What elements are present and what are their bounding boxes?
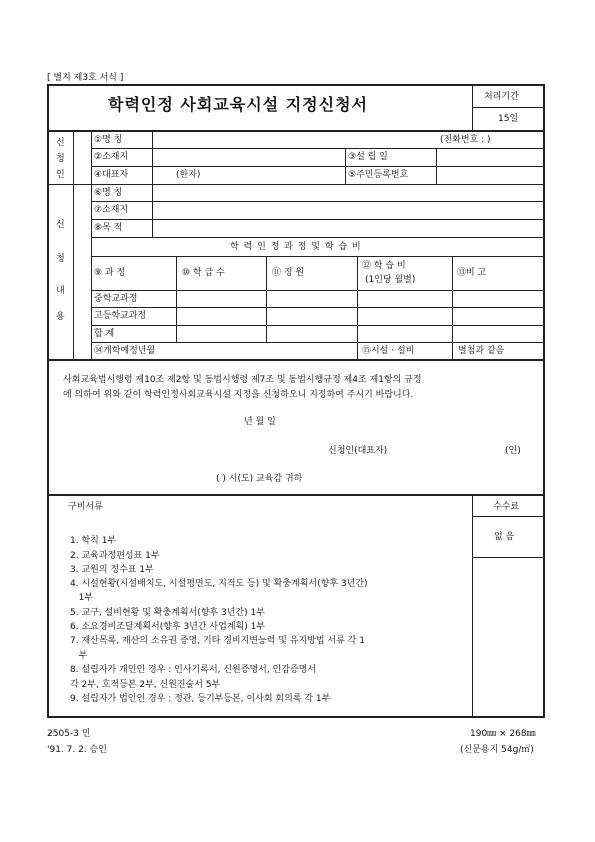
- document-item: 6. 소요경비조달계획서(향후 3년간 사업계획) 1부: [70, 622, 265, 632]
- col-fee-header: ⑫ 학 습 비: [362, 261, 406, 271]
- row-high-school: 고등학교과정: [94, 311, 147, 321]
- required-documents-label: 구비서류: [68, 502, 103, 512]
- applicant-section-char-1: 신: [56, 138, 65, 148]
- document-item: 각 2부, 호적등본 2부, 신원진술서 5부: [70, 680, 221, 690]
- paper-type: (신문용지 54g/㎡): [460, 745, 534, 755]
- application-section-char-1: 신: [56, 220, 65, 230]
- application-section-char-3: 내: [56, 286, 65, 296]
- col-note-header: ⑬비 고: [457, 268, 487, 278]
- col-course-header: ⑨ 과 정: [94, 268, 126, 278]
- approval-date: '91. 7. 2. 승인: [47, 745, 107, 755]
- applicant-section-char-3: 인: [56, 170, 65, 180]
- facility-equipment-label: ⑮시설 · 설비: [362, 346, 415, 356]
- facility-purpose-label: ⑧목 적: [94, 223, 123, 233]
- form-label: [ 별지 제3호 서식 ]: [47, 73, 124, 83]
- statement-line-2: 에 의하여 위와 같이 학력인정사회교육시설 지정을 신청하오니 지정하여 주시기 바랍니다.: [63, 390, 414, 400]
- document-item: 4. 시설현황(시설배치도, 시설평면도, 지적도 등) 및 확충계획서(향후 3년간): [70, 579, 368, 589]
- facility-name-label: ⑥명 칭: [94, 188, 123, 198]
- addressee-line: ( ) 시(도) 교육감 귀하: [216, 474, 303, 484]
- col-grade-header: ⑩ 학 급 수: [182, 268, 225, 278]
- applicant-address-label: ②소재지: [94, 152, 129, 162]
- established-date-label: ③설 립 일: [348, 152, 388, 162]
- processing-period-label: 처리기간: [484, 92, 519, 102]
- application-section-char-4: 용: [56, 312, 65, 322]
- facility-address-label: ⑦소재지: [94, 205, 129, 215]
- opening-date-label: ⑭개학예정년월: [94, 346, 156, 356]
- resident-number-label: ⑤주민등록번호: [348, 170, 409, 180]
- document-item: 1. 학칙 1부: [70, 536, 117, 546]
- document-item: 3. 교원의 정수표 1부: [70, 565, 154, 575]
- col-capacity-header: ⑪ 정 원: [272, 268, 305, 278]
- applicant-phone-label: (전화번호 : ): [440, 135, 491, 145]
- document-item: 5. 교구, 설비현황 및 확충계획서(향후 3년간) 1부: [70, 608, 265, 618]
- fee-value: 없 음: [494, 532, 515, 542]
- document-item: 7. 재산목록, 재산의 소유권 증명, 기타 경비지변능력 및 유지방법 서류 각 1: [70, 636, 365, 646]
- fee-label: 수수료: [493, 502, 520, 512]
- applicant-name-label: ①명 칭: [94, 135, 123, 145]
- hanja-label: (한자): [176, 170, 201, 180]
- course-section-header: 학 력 인 정 과 정 및 학 습 비: [230, 242, 362, 252]
- row-total: 합 계: [94, 329, 115, 339]
- applicant-section-char-2: 청: [56, 154, 65, 164]
- statement-line-1: 사회교육법시행령 제10조 제2항 및 동법시행령 제7조 및 동법시행규정 제4조 제1항의 규정: [63, 375, 422, 385]
- form-title: 학력인정 사회교육시설 지정신청서: [108, 95, 368, 114]
- seal-mark: (인): [505, 446, 521, 456]
- paper-size: 190㎜ × 268㎜: [470, 729, 536, 739]
- document-item: 8. 설립자가 개인인 경우 : 인사기록서, 신원증명서, 인감증명서: [70, 665, 317, 675]
- row-middle-school: 중학교과정: [94, 294, 138, 304]
- application-section-char-2: 청: [56, 254, 65, 264]
- document-item: 부: [70, 651, 88, 661]
- applicant-signature-label: 신청인(대표자): [328, 446, 388, 456]
- document-item: 2. 교육과정편성표 1부: [70, 551, 160, 561]
- form-number: 2505-3 민: [47, 729, 91, 739]
- date-line: 년 월 일: [244, 417, 276, 427]
- representative-label: ④대표자: [94, 170, 129, 180]
- processing-period-value: 15일: [498, 114, 519, 124]
- col-fee-subheader: (1인당 월별): [365, 275, 416, 285]
- document-item: 1부: [70, 593, 94, 603]
- facility-equipment-value: 별첨과 같음: [458, 346, 505, 356]
- document-item: 9. 설립자가 법인인 경우 : 정관, 등기부등본, 이사회 회의록 각 1부: [70, 694, 331, 704]
